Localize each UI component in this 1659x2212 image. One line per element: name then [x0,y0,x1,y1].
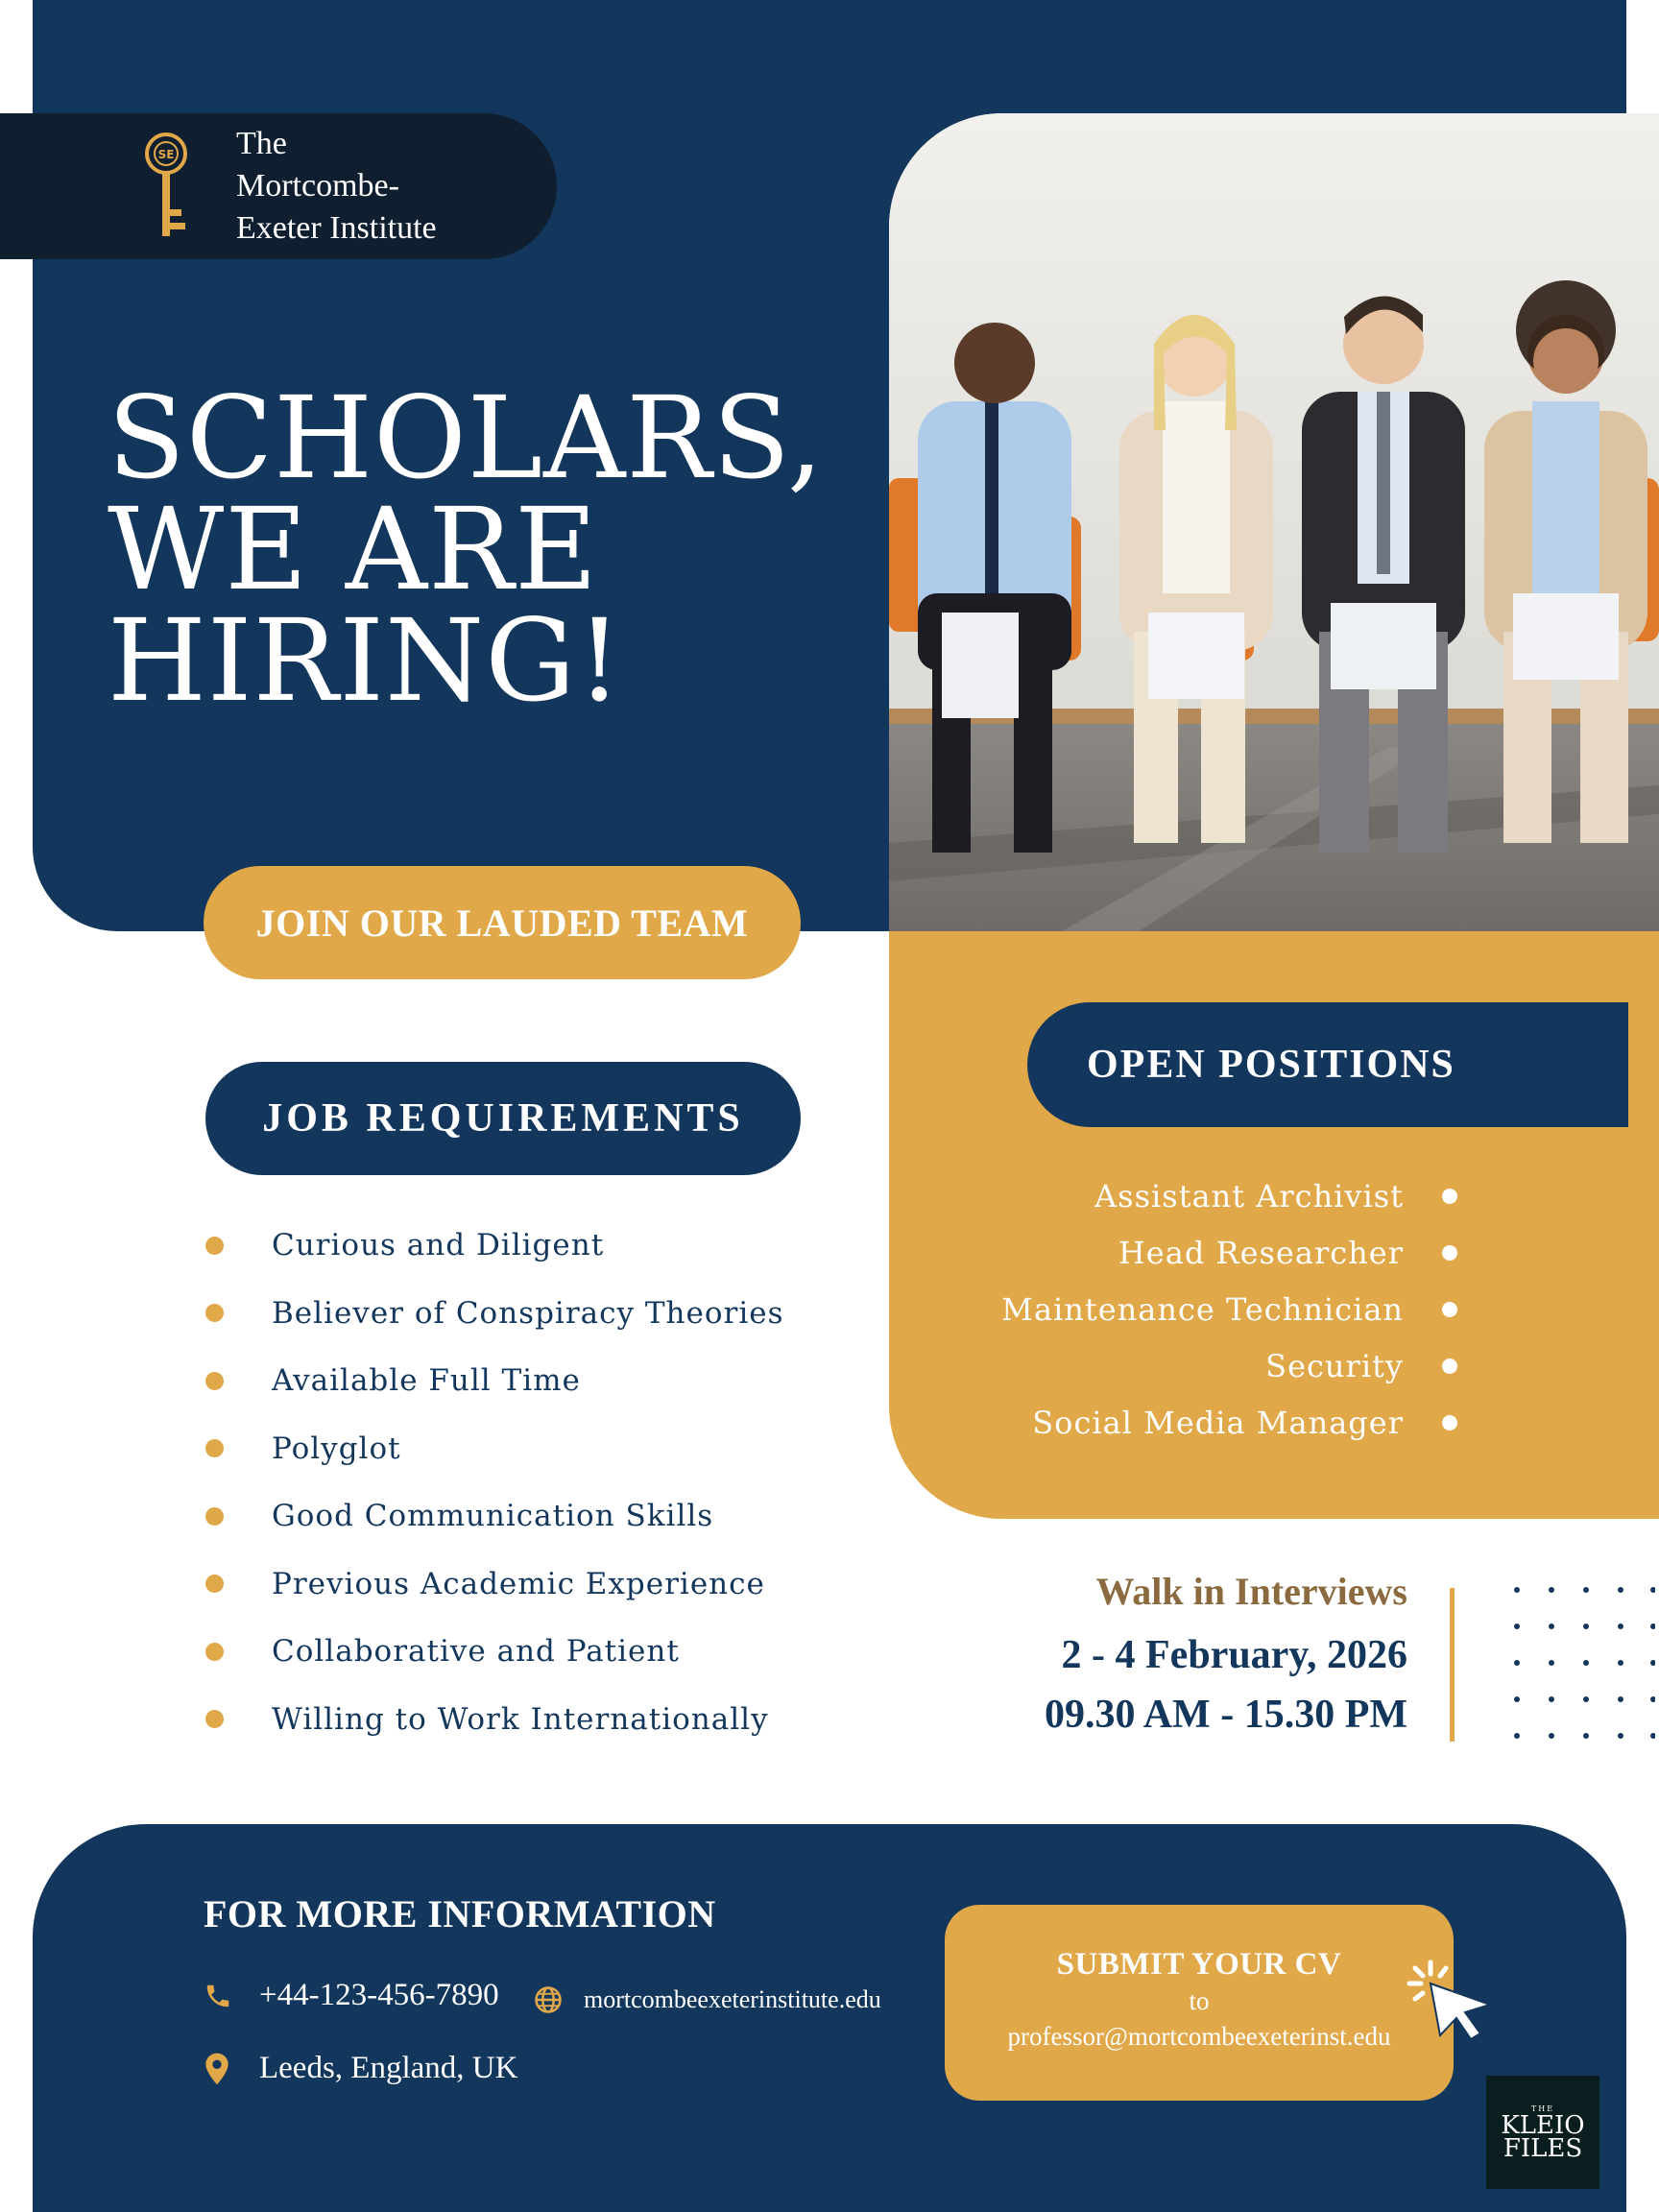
requirement-label: Collaborative and Patient [272,1634,680,1670]
phone-number: +44-123-456-7890 [259,1978,499,2012]
phone-icon [204,1982,232,2010]
list-item [205,1618,878,1686]
positions-list [960,1167,1498,1451]
walk-in-title: Walk in Interviews [1095,1570,1407,1613]
website-url: mortcombeexeterinstitute.edu [584,1985,881,2013]
brand-line-2: FILES [1503,2134,1583,2163]
headline [108,372,895,727]
list-item [205,1551,878,1619]
open-positions-heading: OPEN POSITIONS [1027,1002,1628,1127]
requirement-label: Willing to Work Internationally [272,1701,769,1737]
phone-contact[interactable] [204,1978,499,2013]
requirements-list [205,1212,878,1753]
join-team-button[interactable]: JOIN OUR LAUDED TEAM [204,866,801,979]
globe-icon [534,1985,563,2014]
list-item [960,1394,1498,1451]
more-info-heading: FOR MORE INFORMATION [204,1892,716,1936]
requirement-label: Good Communication Skills [272,1499,714,1534]
cv-title: SUBMIT YOUR CV [1056,1947,1342,1982]
location-info [204,2051,517,2086]
list-item [205,1347,878,1415]
submit-cv-button[interactable] [945,1905,1454,2101]
list-item [960,1281,1498,1337]
list-item [205,1482,878,1551]
brand-small: THE [1530,2104,1555,2113]
bullet-icon [205,1439,224,1457]
requirement-label: Curious and Diligent [272,1228,605,1263]
dot-grid-decoration [1511,1582,1655,1745]
headline-line-1: SCHOLARS, [108,372,825,504]
bullet-icon [1442,1415,1457,1431]
key-icon [142,131,190,242]
list-item [205,1212,878,1280]
website-link[interactable] [534,1985,881,2014]
interview-date: 2 - 4 February, 2026 [1061,1633,1407,1677]
institute-name [236,123,543,250]
list-item [960,1337,1498,1394]
bullet-icon [1442,1358,1457,1374]
brand-line-1: KLEIO [1501,2111,1585,2140]
requirement-label: Polyglot [272,1431,401,1466]
position-label: Head Researcher [1118,1234,1404,1271]
bullet-icon [205,1304,224,1322]
divider [1450,1588,1455,1742]
bullet-icon [205,1643,224,1661]
cv-email[interactable]: professor@mortcombeexeterinst.edu [1007,2022,1391,2051]
location-text: Leeds, England, UK [259,2051,518,2085]
bullet-icon [1442,1189,1457,1204]
logo-line-2: Mortcombe- [236,168,399,204]
bullet-icon [205,1372,224,1390]
position-label: Security [1265,1347,1404,1384]
requirement-label: Believer of Conspiracy Theories [272,1295,784,1331]
list-item [960,1224,1498,1281]
candidates-photo [889,113,1659,931]
bullet-icon [1442,1302,1457,1317]
kleio-files-logo [1486,2076,1599,2189]
cv-to: to [1189,1986,1210,2015]
list-item [205,1415,878,1483]
headline-line-2: WE ARE [108,483,599,615]
logo-line-3: Exeter Institute [236,210,437,246]
list-item [205,1280,878,1348]
svg-text:SE: SE [157,148,175,161]
position-label: Assistant Archivist [1094,1177,1404,1214]
bullet-icon [1442,1245,1457,1261]
logo-line-1: The [236,126,287,161]
bullet-icon [205,1710,224,1728]
requirement-label: Available Full Time [272,1363,581,1399]
list-item [960,1167,1498,1224]
bullet-icon [205,1507,224,1526]
interview-time: 09.30 AM - 15.30 PM [1045,1693,1407,1737]
requirement-label: Previous Academic Experience [272,1566,765,1601]
job-requirements-heading: JOB REQUIREMENTS [205,1062,801,1175]
position-label: Maintenance Technician [1001,1290,1404,1328]
list-item [205,1686,878,1754]
cursor-click-icon [1402,1955,1498,2041]
bullet-icon [205,1237,224,1255]
headline-line-3: HIRING! [108,594,623,727]
position-label: Social Media Manager [1032,1404,1404,1441]
bullet-icon [205,1575,224,1593]
location-pin-icon [204,2052,230,2086]
